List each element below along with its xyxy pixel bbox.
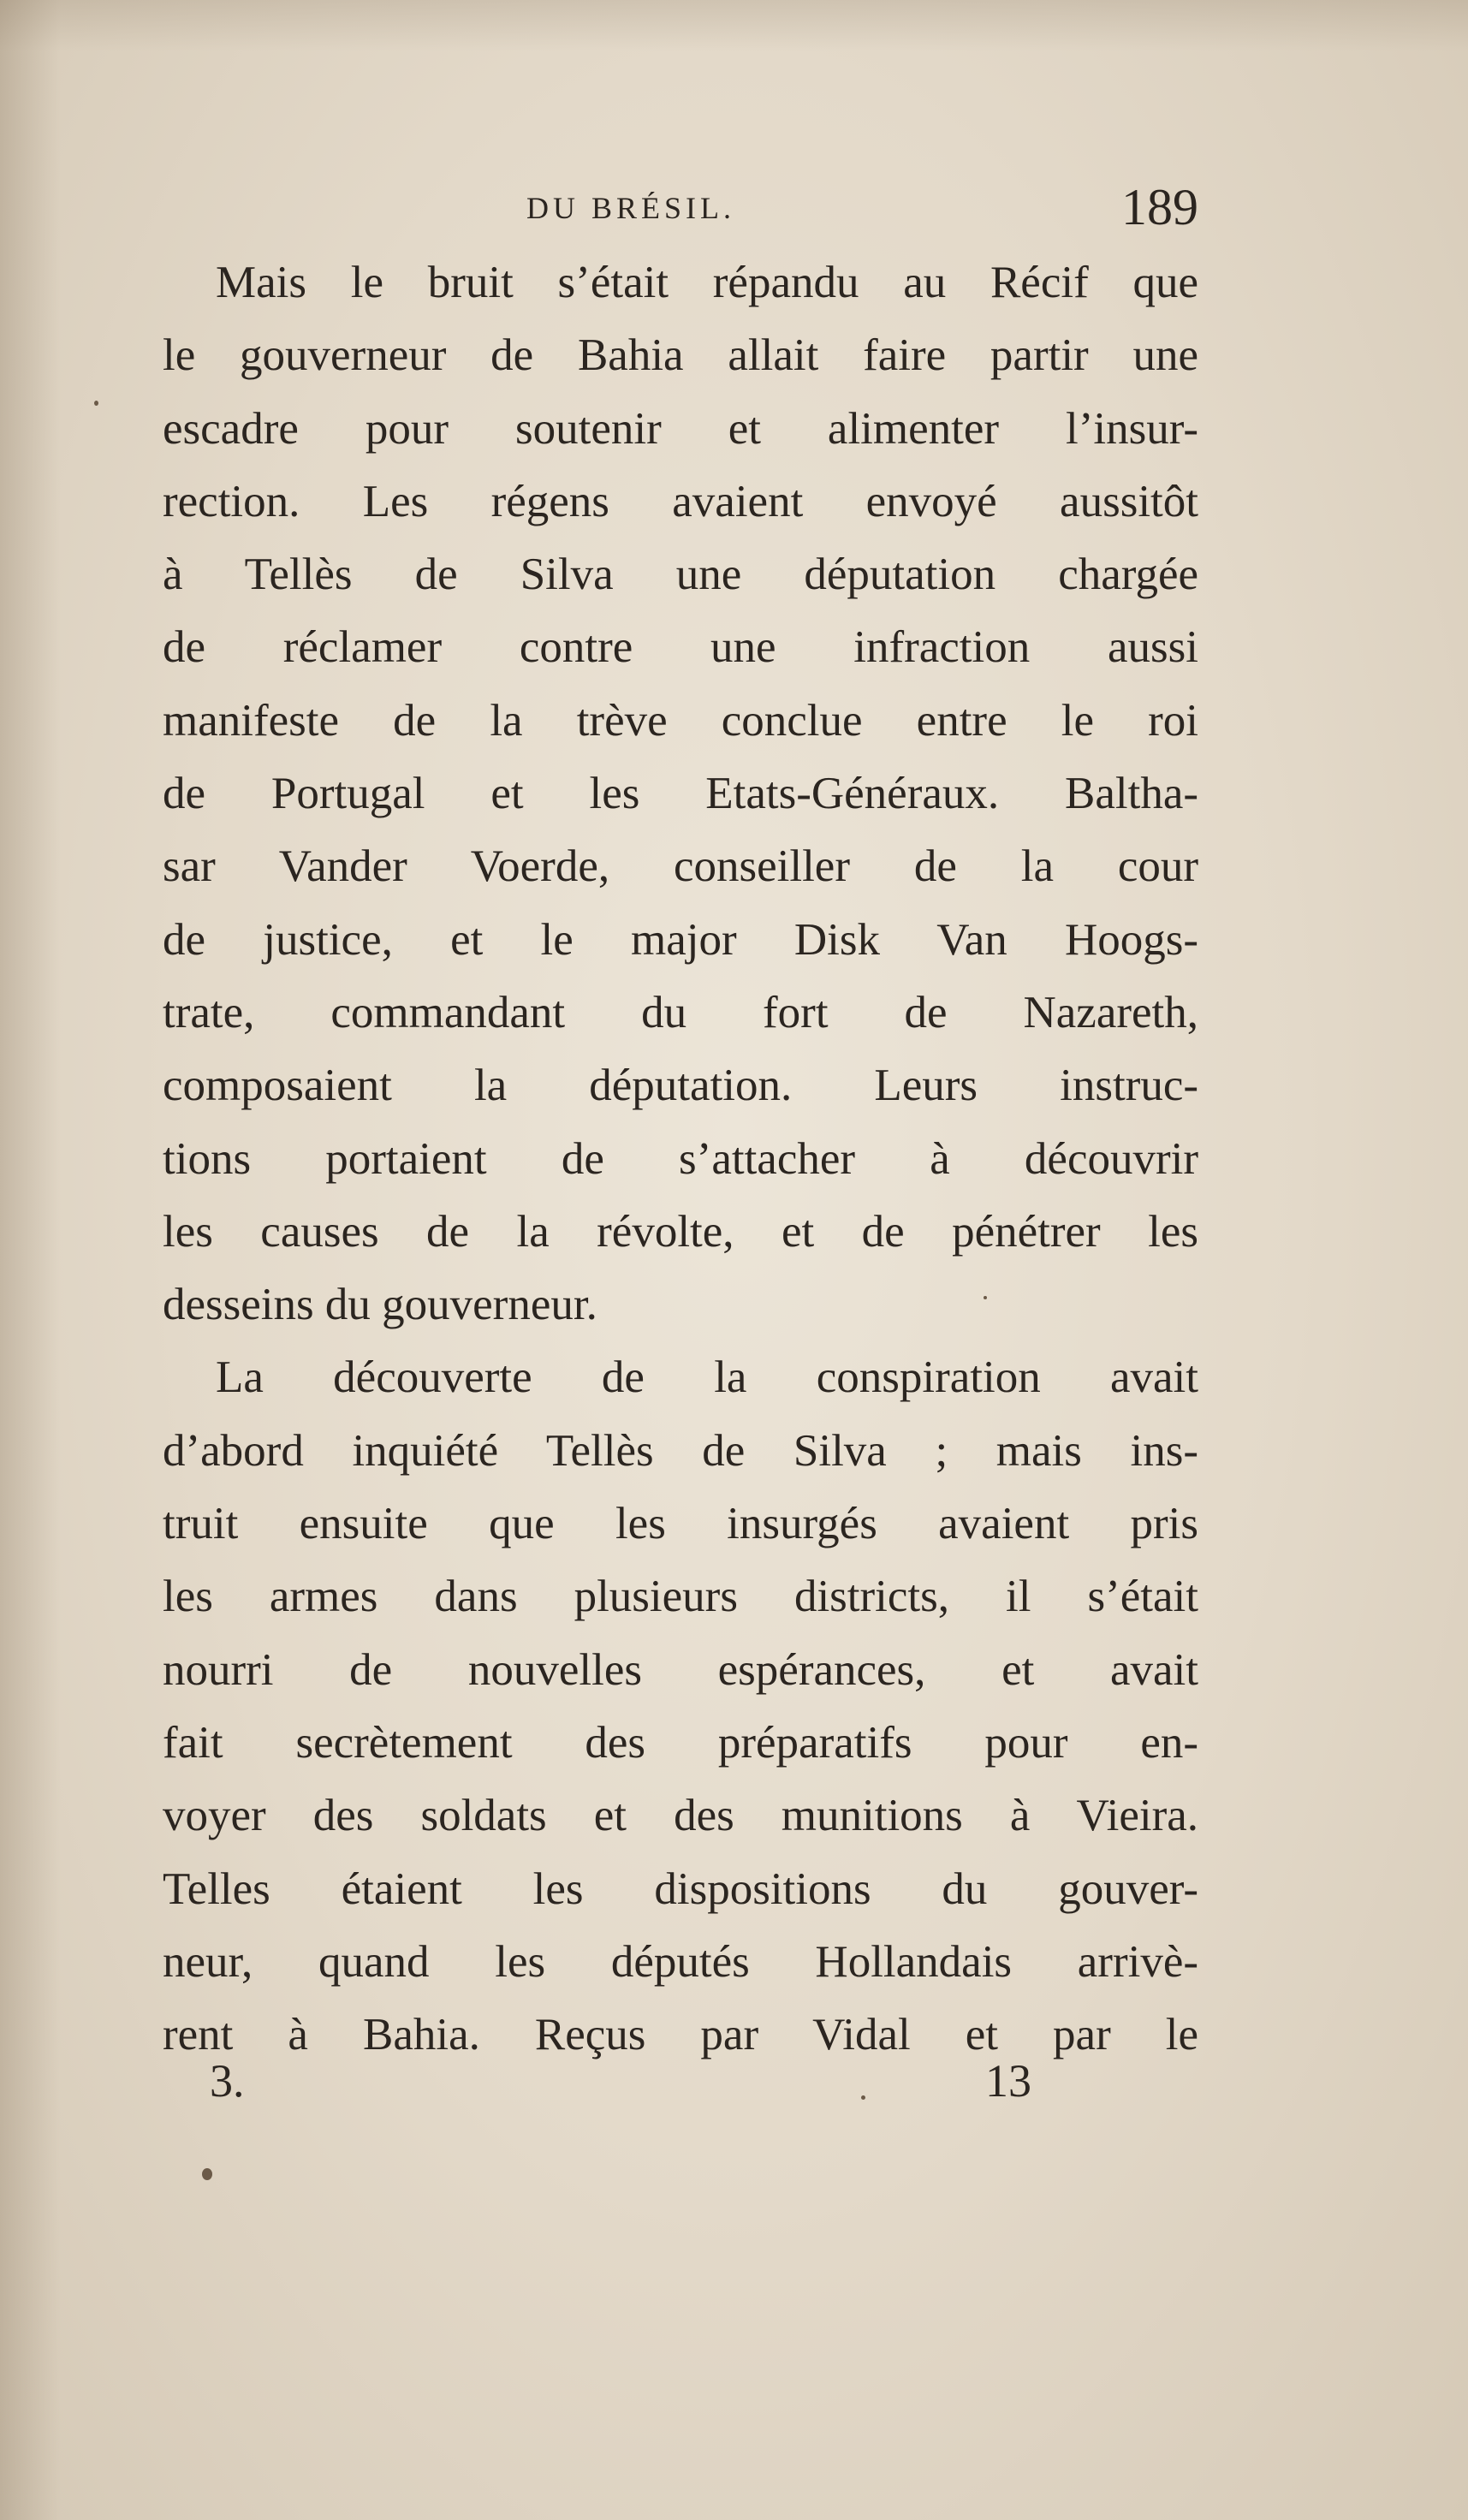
text-line: rent à Bahia. Reçus par Vidal et par le	[163, 2010, 1198, 2060]
signature-line	[210, 2054, 1031, 2123]
body-text	[163, 247, 1198, 2071]
text-line: escadre pour soutenir et alimenter l’insur-	[163, 403, 1198, 454]
text-line: voyer des soldats et des munitions à Vieira.	[163, 1791, 1198, 1841]
text-line: tions portaient de s’attacher à découvrir	[163, 1133, 1198, 1184]
text-line: trate, commandant du fort de Nazareth,	[163, 987, 1198, 1037]
text-line: Mais le bruit s’était répandu au Récif que	[216, 258, 1198, 307]
text-line: desseins du gouverneur.	[163, 1280, 597, 1330]
text-line: fait secrètement des préparatifs pour en-	[163, 1717, 1198, 1768]
paper-speck	[94, 401, 98, 406]
text-line: composaient la députation. Leurs instruc-	[163, 1061, 1198, 1111]
text-line: de justice, et le major Disk Van Hoogs-	[163, 914, 1198, 965]
text-line: d’abord inquiété Tellès de Silva ; mais ins-	[163, 1425, 1198, 1476]
text-line: neur, quand les députés Hollandais arrivè-	[163, 1936, 1198, 1987]
text-line: Telles étaient les dispositions du gouver-	[163, 1863, 1198, 1914]
text-line: à Tellès de Silva une députation chargée	[163, 550, 1198, 600]
text-line: nourri de nouvelles espérances, et avait	[163, 1644, 1198, 1695]
text-line: les causes de la révolte, et de pénétrer les	[163, 1206, 1198, 1257]
text-line: les armes dans plusieurs districts, il s’était	[163, 1572, 1198, 1622]
running-title: DU BRÉSIL.	[526, 191, 736, 225]
volume-number: 3.	[210, 2055, 245, 2107]
text-line: de Portugal et les Etats-Généraux. Baltha-	[163, 769, 1198, 819]
text-line: de réclamer contre une infraction aussi	[163, 622, 1198, 673]
page-number: 189	[1121, 179, 1198, 235]
text-line: La découverte de la conspiration avait	[216, 1352, 1198, 1403]
paper-speck	[861, 2095, 865, 2100]
text-line: rection. Les régens avaient envoyé aussitôt	[163, 476, 1198, 526]
paper-speck	[984, 1296, 987, 1299]
text-line: le gouverneur de Bahia allait faire partir une	[163, 330, 1198, 381]
signature-mark: 13	[985, 2055, 1031, 2107]
page-shadow-top	[0, 0, 1468, 51]
text-line: truit ensuite que les insurgés avaient pris	[163, 1499, 1198, 1549]
text-line: sar Vander Voerde, conseiller de la cour	[163, 841, 1198, 892]
page-shadow-left	[0, 0, 60, 2520]
text-line: manifeste de la trève conclue entre le roi	[163, 695, 1198, 746]
paper-speck	[202, 2168, 212, 2180]
running-head	[163, 178, 1198, 238]
